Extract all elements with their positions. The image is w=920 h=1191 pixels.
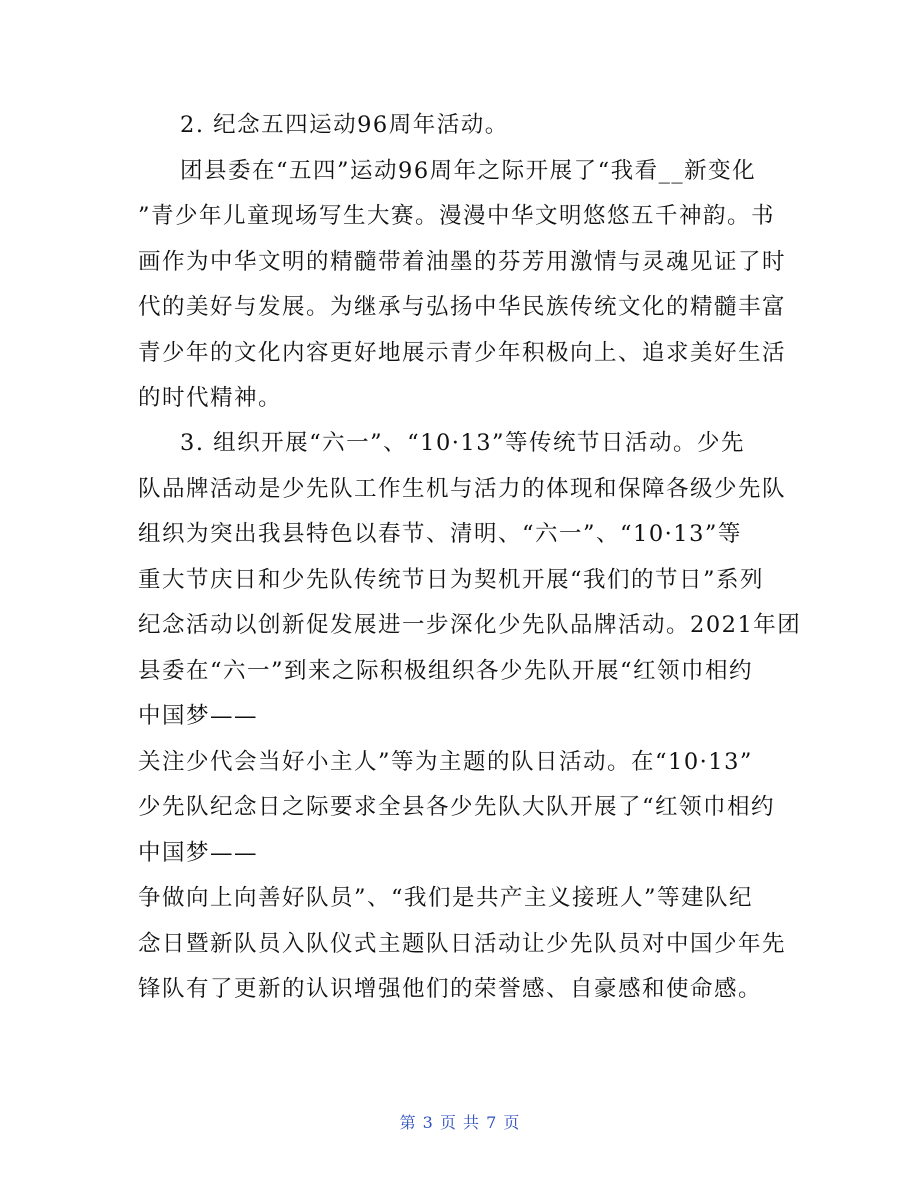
paragraph-line: 锋队有了更新的认识增强他们的荣誉感、自豪感和使命感。 <box>138 976 763 1002</box>
paragraph-line: 纪念活动以创新促发展进一步深化少先队品牌活动。2021年团 <box>138 612 802 638</box>
paragraph-line: 青少年的文化内容更好地展示青少年积极向上、追求美好生活 <box>138 340 787 366</box>
paragraph-line: 中国梦—— <box>138 840 259 866</box>
paragraph-line: 中国梦—— <box>138 703 259 729</box>
paragraph-line: ”青少年儿童现场写生大赛。漫漫中华文明悠悠五千神韵。书 <box>138 203 776 229</box>
paragraph-line: 团县委在“五四”运动96周年之际开展了“我看__新变化 <box>180 158 757 184</box>
paragraph-line: 组织为突出我县特色以春节、清明、“六一”、“10·13”等 <box>138 521 742 547</box>
paragraph-line: 关注少代会当好小主人”等为主题的队日活动。在“10·13” <box>138 749 753 775</box>
page-number-footer: 第 3 页 共 7 页 <box>399 1113 521 1132</box>
section-heading-3: 3. 组织开展“六一”、“10·13”等传统节日活动。少先 <box>180 430 746 456</box>
paragraph-line: 画作为中华文明的精髓带着油墨的芬芳用激情与灵魂见证了时 <box>138 249 787 275</box>
section-heading-2: 2. 纪念五四运动96周年活动。 <box>180 112 509 138</box>
paragraph-line: 念日暨新队员入队仪式主题队日活动让少先队员对中国少年先 <box>138 931 787 957</box>
paragraph-line: 队品牌活动是少先队工作生机与活力的体现和保障各级少先队 <box>138 476 787 502</box>
paragraph-line: 的时代精神。 <box>138 385 283 411</box>
paragraph-line: 代的美好与发展。为继承与弘扬中华民族传统文化的精髓丰富 <box>138 294 787 320</box>
paragraph-line: 县委在“六一”到来之际积极组织各少先队开展“红领巾相约 <box>138 658 754 684</box>
paragraph-line: 重大节庆日和少先队传统节日为契机开展“我们的节日”系列 <box>138 567 765 593</box>
paragraph-line: 少先队纪念日之际要求全县各少先队大队开展了“红领巾相约 <box>138 794 776 820</box>
paragraph-line: 争做向上向善好队员”、“我们是共产主义接班人”等建队纪 <box>138 885 754 911</box>
